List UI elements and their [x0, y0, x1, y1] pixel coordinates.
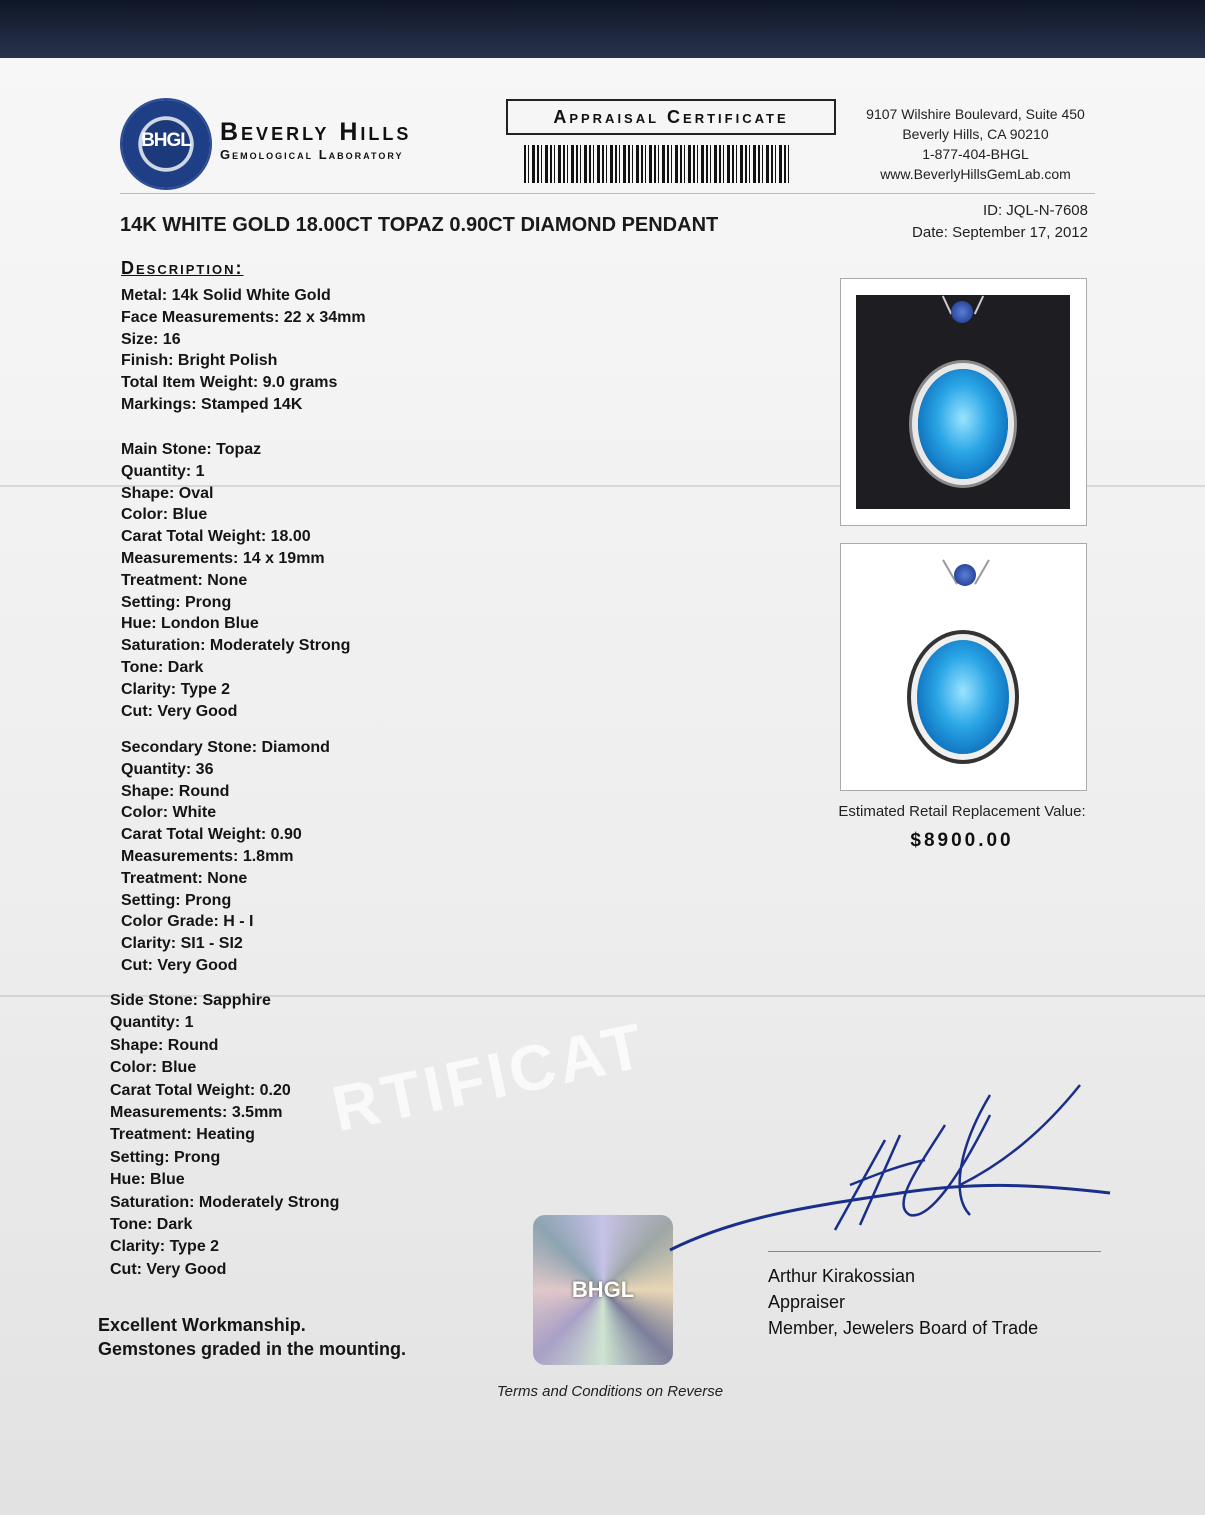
chain: [974, 559, 990, 584]
list-item: Setting: Prong: [121, 891, 232, 909]
list-item: Markings: Stamped 14K: [121, 395, 303, 413]
address-line: www.BeverlyHillsGemLab.com: [880, 166, 1071, 182]
appraiser-role: Appraiser: [768, 1292, 846, 1312]
list-item: Cut: Very Good: [110, 1260, 227, 1278]
list-item: Secondary Stone: Diamond: [121, 739, 330, 756]
list-item: Clarity: SI1 - SI2: [121, 935, 243, 953]
list-item: Carat Total Weight: 0.90: [121, 826, 302, 844]
certificate-label: Appraisal Certificate: [506, 99, 836, 135]
list-item: Hue: London Blue: [121, 615, 259, 633]
logo-text: BHGL: [141, 130, 191, 151]
list-item: Size: 16: [121, 330, 181, 348]
list-item: Color: Blue: [121, 506, 208, 524]
list-item: Color: Blue: [110, 1059, 197, 1077]
list-item: Face Measurements: 22 x 34mm: [121, 308, 366, 326]
terms-note: Terms and Conditions on Reverse: [496, 1383, 724, 1400]
pendant-photo-white: [840, 543, 1087, 791]
sapphire-bail: [954, 564, 976, 586]
secondary-stone-list: [121, 737, 330, 977]
list-item: Shape: Oval: [121, 484, 214, 502]
signature-line: [768, 1251, 1101, 1252]
id-date-block: [860, 200, 1088, 244]
pendant-photo-dark: [840, 278, 1087, 526]
appraiser-membership: Member, Jewelers Board of Trade: [768, 1318, 1039, 1338]
list-item: Measurements: 3.5mm: [110, 1103, 283, 1121]
bhgl-seal-logo: [122, 100, 210, 188]
list-item: Tone: Dark: [121, 658, 204, 676]
list-item: Shape: Round: [121, 782, 230, 800]
list-item: Total Item Weight: 9.0 grams: [121, 374, 338, 392]
list-item: Treatment: None: [121, 869, 248, 887]
note-line: Gemstones graded in the mounting.: [98, 1339, 407, 1359]
list-item: Measurements: 14 x 19mm: [121, 549, 325, 567]
valuation-amount: $8900.00: [910, 830, 1014, 851]
side-stone-list: [110, 990, 339, 1281]
list-item: Shape: Round: [110, 1036, 219, 1054]
signature: [660, 1065, 1120, 1265]
barcode: [524, 145, 792, 183]
description-heading: Description:: [121, 258, 244, 278]
note-line: Excellent Workmanship.: [98, 1315, 306, 1335]
item-id: ID: JQL-N-7608: [982, 202, 1088, 219]
hologram-text: BHGL: [571, 1277, 635, 1302]
list-item: Carat Total Weight: 18.00: [121, 528, 311, 546]
list-item: Quantity: 36: [121, 760, 214, 778]
lab-address: [848, 104, 1103, 184]
list-item: Color: White: [121, 804, 217, 822]
address-line: Beverly Hills, CA 90210: [902, 126, 1049, 142]
metal-info-list: [121, 285, 366, 416]
address-line: 9107 Wilshire Boulevard, Suite 450: [866, 106, 1085, 122]
list-item: Cut: Very Good: [121, 956, 238, 974]
list-item: Main Stone: Topaz: [121, 441, 262, 458]
list-item: Carat Total Weight: 0.20: [110, 1081, 291, 1099]
list-item: Finish: Bright Polish: [121, 352, 278, 370]
topaz-gem: [917, 640, 1009, 754]
list-item: Metal: 14k Solid White Gold: [121, 287, 331, 304]
certificate-watermark: RTIFICAT: [325, 1008, 653, 1146]
list-item: Hue: Blue: [110, 1171, 185, 1189]
item-title: 14K WHITE GOLD 18.00CT TOPAZ 0.90CT DIAMOND PENDANT: [120, 214, 719, 236]
list-item: Quantity: 1: [121, 462, 205, 480]
item-date: Date: September 17, 2012: [912, 224, 1088, 241]
hologram-seal: [533, 1215, 673, 1365]
background-top: [0, 0, 1205, 62]
list-item: Measurements: 1.8mm: [121, 847, 294, 865]
topaz-gem: [918, 369, 1008, 479]
valuation-label: Estimated Retail Replacement Value:: [838, 803, 1086, 820]
appraiser-block: [768, 1263, 1038, 1341]
main-stone-list: [121, 439, 350, 722]
brand-name: Beverly Hills: [220, 118, 412, 146]
divider: [120, 193, 1095, 194]
brand-subtitle: Gemological Laboratory: [220, 147, 404, 162]
list-item: Setting: Prong: [110, 1148, 221, 1166]
list-item: Saturation: Moderately Strong: [110, 1193, 340, 1211]
list-item: Color Grade: H - I: [121, 913, 254, 931]
list-item: Clarity: Type 2: [121, 680, 231, 698]
sapphire-bail: [951, 301, 973, 323]
photo-background: [856, 295, 1070, 509]
list-item: Cut: Very Good: [121, 702, 238, 720]
list-item: Clarity: Type 2: [110, 1238, 220, 1256]
workmanship-notes: [98, 1313, 406, 1361]
chain: [974, 296, 984, 315]
list-item: Quantity: 1: [110, 1014, 194, 1032]
list-item: Side Stone: Sapphire: [110, 992, 271, 1009]
list-item: Treatment: None: [121, 571, 248, 589]
appraiser-name: Arthur Kirakossian: [768, 1266, 916, 1286]
list-item: Saturation: Moderately Strong: [121, 637, 351, 655]
address-line: 1-877-404-BHGL: [922, 146, 1029, 162]
list-item: Setting: Prong: [121, 593, 232, 611]
list-item: Treatment: Heating: [110, 1126, 255, 1144]
list-item: Tone: Dark: [110, 1215, 193, 1233]
